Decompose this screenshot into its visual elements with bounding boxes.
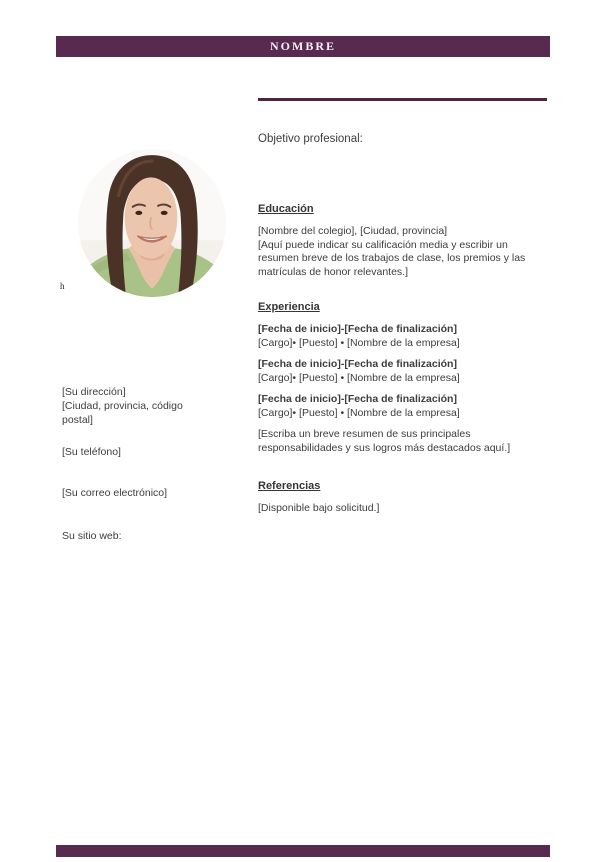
experience-heading: Experiencia <box>258 301 320 313</box>
experience-position: [Cargo]• [Puesto] • [Nombre de la empresa] <box>258 371 460 384</box>
education-school: [Nombre del colegio], [Ciudad, provincia] <box>258 225 448 237</box>
education-summary: [Aquí puede indicar su calificación media y escribir un resumen breve de los trabajos de clase, los premios y las matrículas de honor relevantes.] <box>258 238 526 278</box>
address-line-1: [Su dirección] <box>62 386 126 398</box>
contact-address <box>62 386 212 427</box>
experience-dates: [Fecha de inicio]-[Fecha de finalización] <box>258 358 457 370</box>
experience-entry <box>258 323 550 350</box>
contact-email: [Su correo electrónico] <box>62 487 168 499</box>
footer-accent-bar <box>56 845 550 857</box>
education-heading: Educación <box>258 203 314 215</box>
portrait-photo-icon <box>78 149 226 297</box>
experience-summary: [Escriba un breve resumen de sus principales responsabilidades y sus logros más destacados aquí.] <box>258 428 511 454</box>
name-header-bar <box>56 36 550 57</box>
references-heading: Referencias <box>258 480 321 492</box>
photo-caption: h <box>60 281 65 291</box>
experience-position: [Cargo]• [Puesto] • [Nombre de la empresa] <box>258 406 460 419</box>
experience-dates: [Fecha de inicio]-[Fecha de finalización] <box>258 323 457 335</box>
objective-label: Objetivo profesional: <box>258 133 363 145</box>
references-body: [Disponible bajo solicitud.] <box>258 502 380 514</box>
experience-entry <box>258 393 550 420</box>
page-title: NOMBRE <box>270 39 336 53</box>
profile-photo <box>78 149 226 297</box>
contact-phone: [Su teléfono] <box>62 446 121 458</box>
section-divider-line <box>258 98 547 101</box>
main-column <box>258 202 550 516</box>
address-line-2: [Ciudad, provincia, código postal] <box>62 399 183 426</box>
experience-dates: [Fecha de inicio]-[Fecha de finalización] <box>258 393 457 405</box>
experience-entry <box>258 358 550 385</box>
contact-website-label: Su sitio web: <box>62 530 122 542</box>
experience-position: [Cargo]• [Puesto] • [Nombre de la empresa] <box>258 336 460 349</box>
education-block <box>258 225 550 279</box>
